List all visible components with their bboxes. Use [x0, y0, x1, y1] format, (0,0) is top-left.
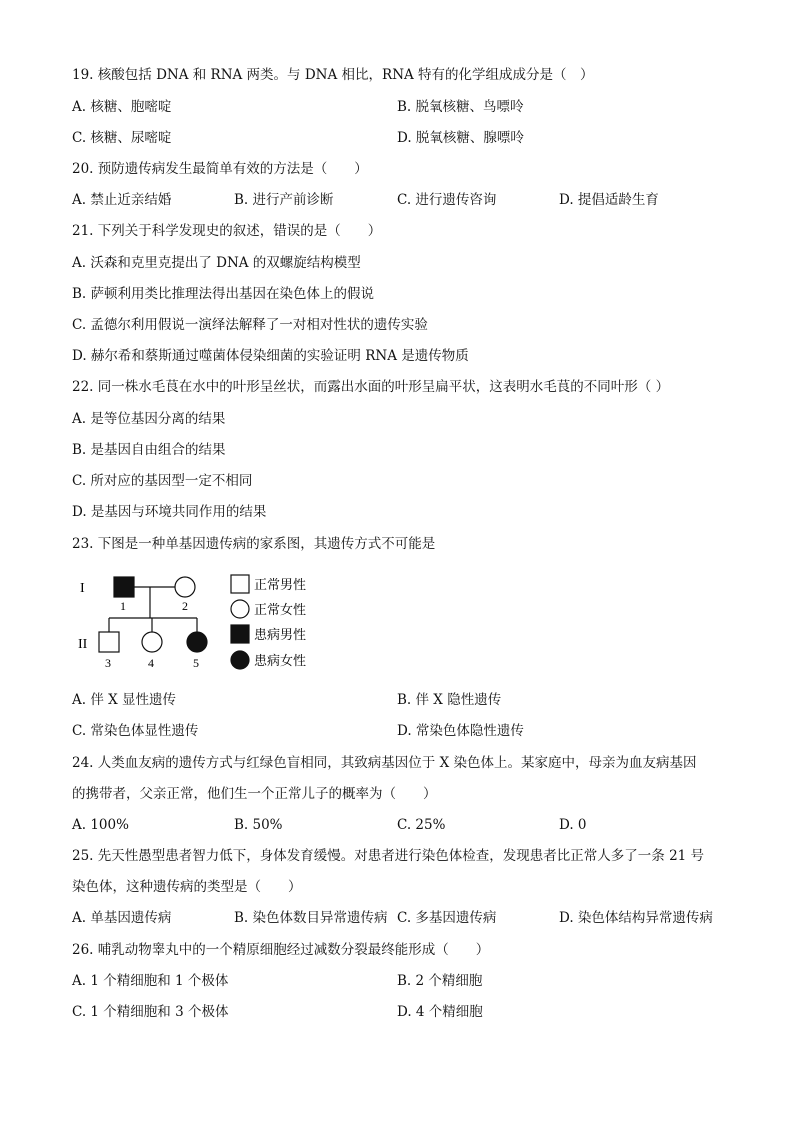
legend-affected-female-symbol — [231, 651, 249, 669]
option-a: A. 沃森和克里克提出了 DNA 的双螺旋结构模型 — [72, 255, 361, 271]
legend-label: 正常男性 — [254, 578, 307, 593]
question-number: 22. — [72, 379, 94, 395]
option-c: C. 所对应的基因型一定不相同 — [72, 473, 253, 489]
individual-number: 4 — [148, 656, 154, 670]
option-a: A. 100% — [72, 817, 129, 833]
individual-4-normal-female — [142, 632, 162, 652]
question-22-stem — [72, 378, 669, 396]
option-d: D. 常染色体隐性遗传 — [397, 723, 524, 739]
option-a: A. 单基因遗传病 — [72, 910, 172, 926]
question-23-stem — [72, 535, 435, 553]
option-c: C. 1 个精细胞和 3 个极体 — [72, 1004, 229, 1020]
individual-3-normal-male — [99, 632, 119, 652]
question-number: 23. — [72, 536, 94, 552]
question-24-stem-continued: 的携带者，父亲正常，他们生一个正常儿子的概率为（ ） — [72, 786, 437, 802]
individual-number: 2 — [182, 599, 188, 613]
option-b: B. 50% — [234, 817, 283, 833]
question-26-stem — [72, 941, 489, 959]
option-c: C. 25% — [397, 817, 446, 833]
option-a: A. 1 个精细胞和 1 个极体 — [72, 973, 229, 989]
question-number: 26. — [72, 942, 94, 958]
legend-normal-female-symbol — [231, 600, 249, 618]
option-d: D. 赫尔希和蔡斯通过噬菌体侵染细菌的实验证明 RNA 是遗传物质 — [72, 348, 469, 364]
individual-1-affected-male — [114, 577, 134, 597]
option-a: A. 禁止近亲结婚 — [72, 192, 172, 208]
option-d: D. 染色体结构异常遗传病 — [559, 910, 713, 926]
generation-label-2: II — [78, 637, 88, 652]
option-b: B. 是基因自由组合的结果 — [72, 442, 226, 458]
individual-number: 1 — [120, 599, 126, 613]
question-text: 先天性愚型患者智力低下，身体发育缓慢。对患者进行染色体检查，发现患者比正常人多了一条 21 号 — [97, 848, 705, 864]
question-number: 19. — [72, 67, 94, 83]
option-b: B. 进行产前诊断 — [234, 192, 334, 208]
question-text: 哺乳动物睾丸中的一个精原细胞经过减数分裂最终能形成（ ） — [97, 942, 490, 958]
option-b: B. 萨顿利用类比推理法得出基因在染色体上的假说 — [72, 286, 375, 302]
question-number: 25. — [72, 848, 94, 864]
option-b: B. 2 个精细胞 — [397, 973, 483, 989]
option-c: C. 进行遗传咨询 — [397, 192, 497, 208]
question-25-stem — [72, 847, 704, 865]
option-b: B. 染色体数目异常遗传病 — [234, 910, 388, 926]
option-c: C. 核糖、尿嘧啶 — [72, 130, 172, 146]
legend-label: 患病女性 — [254, 654, 307, 669]
option-c: C. 多基因遗传病 — [397, 910, 497, 926]
individual-2-normal-female — [175, 577, 195, 597]
option-b: B. 伴 X 隐性遗传 — [397, 692, 502, 708]
question-20-stem — [72, 160, 368, 178]
legend-label: 患病男性 — [254, 628, 307, 643]
individual-number: 3 — [105, 656, 111, 670]
individual-number: 5 — [193, 656, 199, 670]
question-number: 24. — [72, 755, 94, 771]
question-21-stem — [72, 222, 381, 240]
option-b: B. 脱氧核糖、鸟嘌呤 — [397, 99, 524, 115]
question-number: 21. — [72, 223, 94, 239]
option-a: A. 是等位基因分离的结果 — [72, 411, 226, 427]
question-text: 核酸包括 DNA 和 RNA 两类。与 DNA 相比，RNA 特有的化学组成成分是（ ） — [97, 67, 594, 83]
option-a: A. 核糖、胞嘧啶 — [72, 99, 172, 115]
question-text: 下列关于科学发现史的叙述，错误的是（ ） — [97, 223, 382, 239]
legend-affected-male-symbol — [231, 625, 249, 643]
question-24-stem — [72, 754, 696, 772]
option-c: C. 孟德尔利用假说一演绎法解释了一对相对性状的遗传实验 — [72, 317, 428, 333]
question-number: 20. — [72, 161, 94, 177]
pedigree-diagram — [72, 570, 332, 675]
option-d: D. 0 — [559, 817, 587, 833]
option-d: D. 脱氧核糖、腺嘌呤 — [397, 130, 524, 146]
generation-label-1: I — [80, 581, 85, 596]
question-text: 人类血友病的遗传方式与红绿色盲相同，其致病基因位于 X 染色体上。某家庭中，母亲为血友病基因 — [97, 755, 697, 771]
question-text: 下图是一种单基因遗传病的家系图，其遗传方式不可能是 — [97, 536, 436, 552]
option-c: C. 常染色体显性遗传 — [72, 723, 199, 739]
option-d: D. 提倡适龄生育 — [559, 192, 659, 208]
question-25-stem-continued: 染色体，这种遗传病的类型是（ ） — [72, 879, 302, 895]
question-text: 同一株水毛茛在水中的叶形呈丝状，而露出水面的叶形呈扁平状，这表明水毛茛的不同叶形（ ） — [97, 379, 670, 395]
legend-label: 正常女性 — [254, 603, 307, 618]
individual-5-affected-female — [187, 632, 207, 652]
question-text: 预防遗传病发生最简单有效的方法是（ ） — [97, 161, 368, 177]
option-a: A. 伴 X 显性遗传 — [72, 692, 177, 708]
question-19-stem — [72, 66, 594, 84]
option-d: D. 4 个精细胞 — [397, 1004, 483, 1020]
legend-normal-male-symbol — [231, 575, 249, 593]
option-d: D. 是基因与环境共同作用的结果 — [72, 504, 267, 520]
